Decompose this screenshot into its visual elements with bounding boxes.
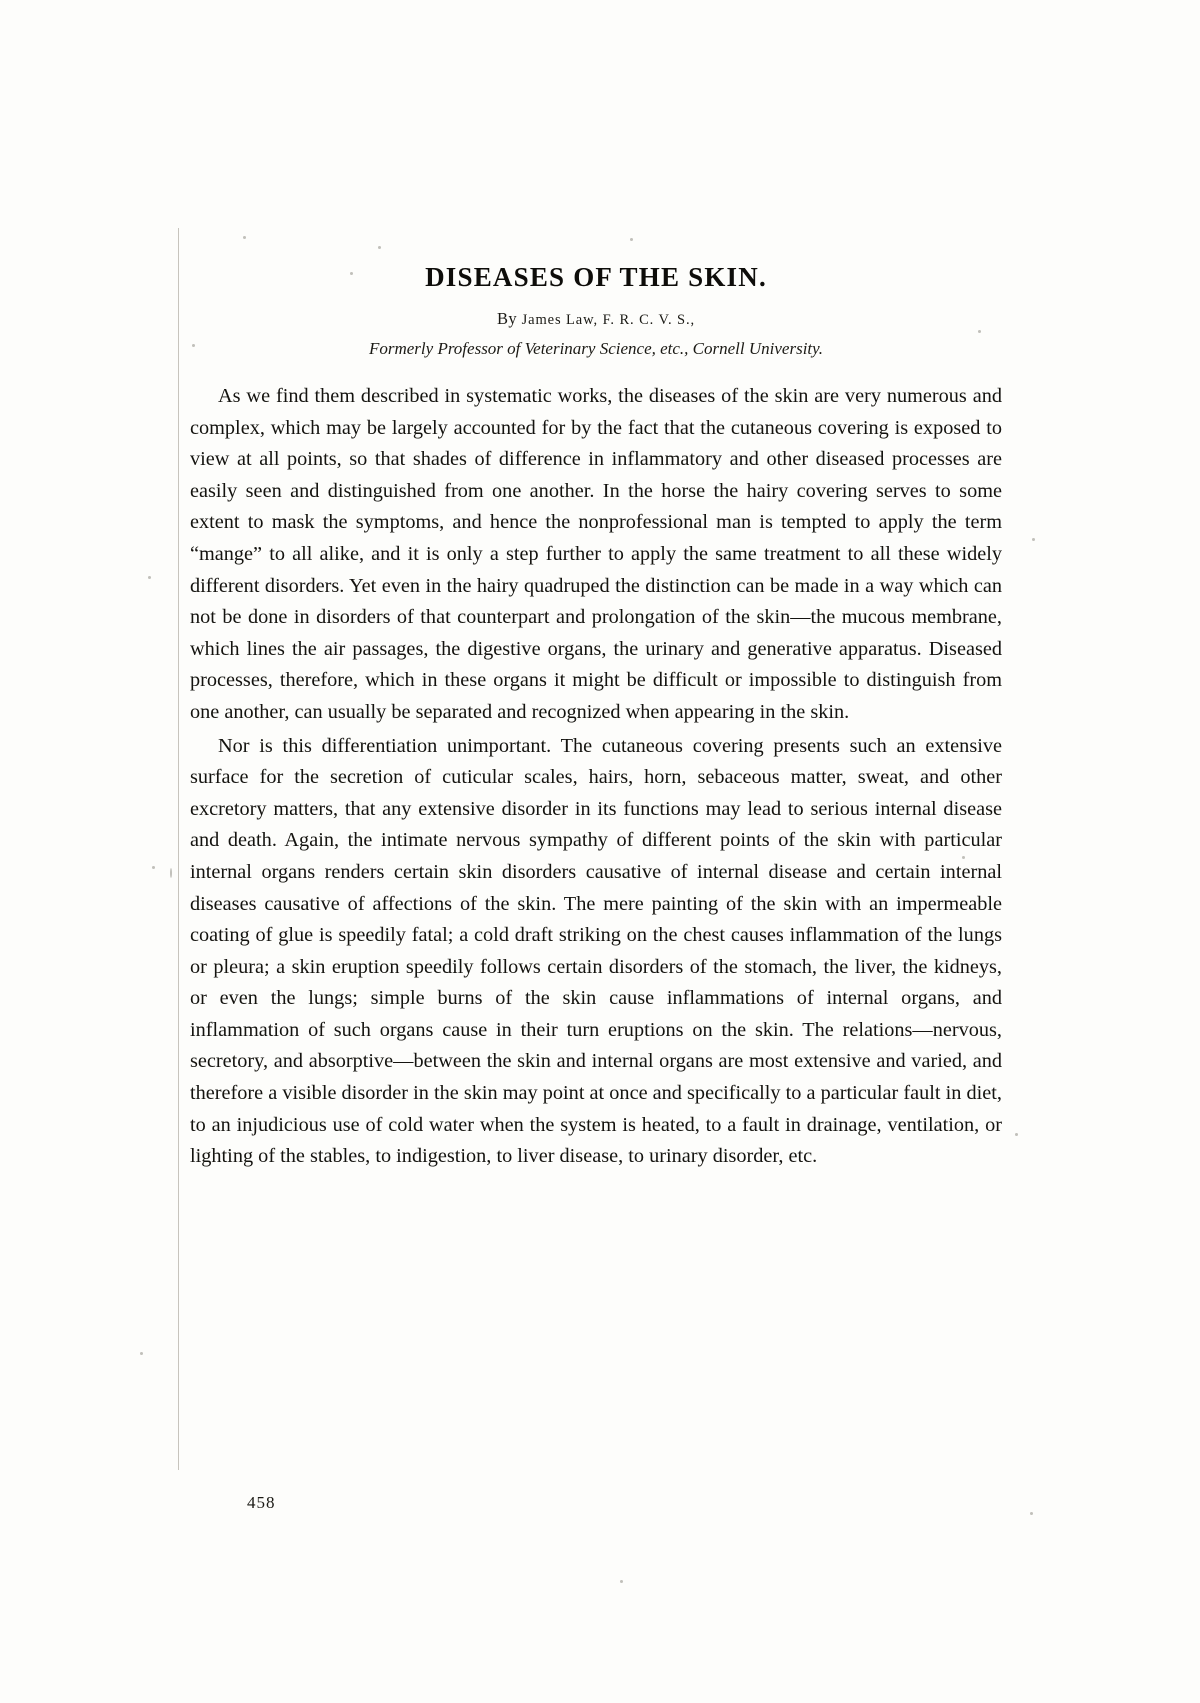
scan-speck xyxy=(620,1580,623,1583)
scan-speck xyxy=(1032,538,1035,541)
author-affiliation: Formerly Professor of Veterinary Science, etc., Cornell University. xyxy=(368,339,824,358)
page-gutter-line xyxy=(178,228,179,1470)
scan-speck xyxy=(243,236,246,239)
scan-speck xyxy=(630,238,633,241)
page-number: 458 xyxy=(247,1493,276,1512)
scan-speck xyxy=(1030,1512,1033,1515)
paragraph: As we find them described in systematic works, the diseases of the skin are very numerous and complex, which may be largely accounted for by the fact that the cutaneous covering is exposed to view at all points, so that shades of difference in inflammatory and other diseased processes are easily seen and distinguished from one another. In the horse the hairy covering serves to some extent to mask the symptoms, and hence the nonprofessional man is tempted to apply the term “mange” to all alike, and it is only a step further to apply the same treatment to all these widely different disorders. Yet even in the hairy quadruped the distinction can be made in a way which can not be done in disorders of that counterpart and prolongation of the skin—the mucous membrane, which lines the air passages, the digestive organs, the urinary and generative apparatus. Diseased processes, therefore, which in these organs it might be difficult or impossible to distinguish from one another, can usually be separated and recognized when appearing in the skin. xyxy=(190,385,1002,723)
scan-speck xyxy=(140,1352,143,1355)
scan-speck xyxy=(170,868,172,878)
paragraph: Nor is this differentiation unimportant. The cutaneous covering presents such an extensive surface for the secretion of cuticular scales, hairs, horn, sebaceous matter, sweat, and other excretory matters, that any extensive disorder in its functions may lead to serious internal disease and death. Again, the intimate nervous sympathy of different points of the skin with particular internal organs renders certain skin disorders causative of internal disease and certain internal diseases causative of affections of the skin. The mere painting of the skin with an impermeable coating of glue is speedily fatal; a cold draft striking on the chest causes inflammation of the lungs or pleura; a skin eruption speedily follows certain disorders of the stomach, the liver, the kidneys, or even the lungs; simple burns of the skin cause inflammations of internal organs, and inflammation of such organs cause in their turn eruptions on the skin. The relations—nervous, secretory, and absorptive—between the skin and internal organs are most extensive and varied, and therefore a visible disorder in the skin may point at once and specifically to a particular fault in diet, to an injudicious use of cold water when the system is heated, to a fault in drainage, ventilation, or lighting of the stables, to indigestion, to liver disease, to urinary disorder, etc. xyxy=(190,734,1002,1168)
byline-author: James Law, F. R. C. V. S., xyxy=(521,312,696,328)
byline-prefix: By xyxy=(496,309,518,328)
scan-speck xyxy=(378,246,381,249)
scan-speck xyxy=(1015,1133,1018,1136)
scan-speck xyxy=(148,576,151,579)
byline xyxy=(190,309,1002,329)
article-body xyxy=(190,262,1002,1173)
page-title: DISEASES OF THE SKIN. xyxy=(425,262,767,292)
scan-speck xyxy=(152,866,155,869)
